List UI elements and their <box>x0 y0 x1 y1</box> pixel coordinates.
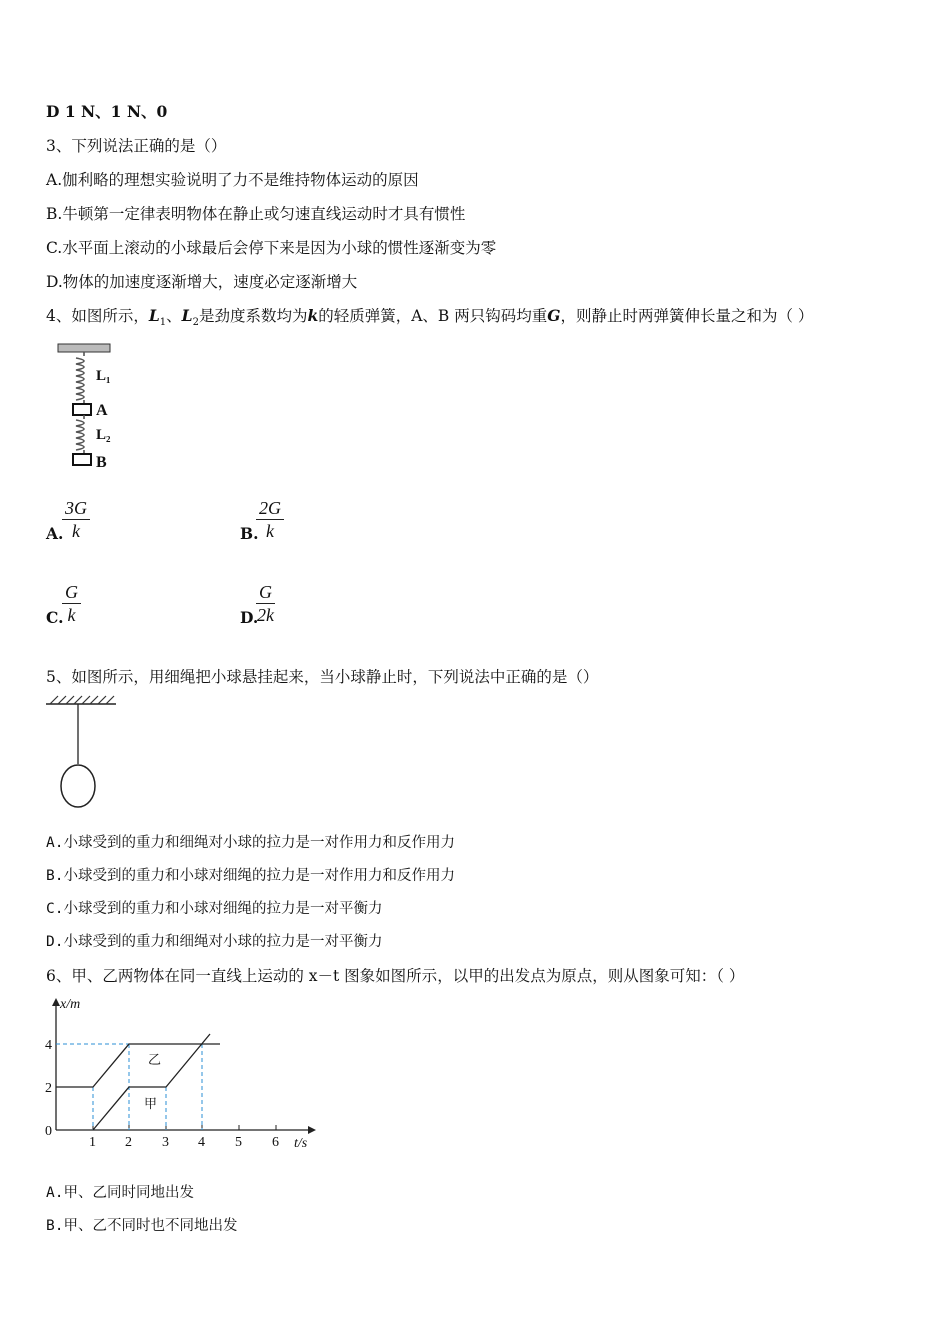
series-label-yi: 乙 <box>148 1053 162 1068</box>
question-3-option-d: D.物体的加速度逐渐增大，速度必定逐渐增大 <box>46 273 358 291</box>
q4-option-b-den: k <box>266 521 274 541</box>
x-tick-1: 1 <box>89 1135 96 1150</box>
q4-text-c: 的轻质弹簧，A、B 两只钩码均重 <box>318 307 548 325</box>
q4-text-d: ，则静止时两弹簧伸长量之和为（ ） <box>560 307 814 325</box>
q4-option-a-fraction <box>62 497 90 542</box>
q4-option-b-fraction <box>256 497 284 542</box>
question-5-option-c: C.小球受到的重力和小球对细绳的拉力是一对平衡力 <box>46 901 383 917</box>
q4-option-a-label: A. <box>46 524 64 543</box>
q4-option-d-label: D. <box>240 608 259 627</box>
spring-figure <box>56 342 126 472</box>
y-tick-4: 4 <box>45 1038 52 1053</box>
prev-option-d: D 1 N、1 N、0 <box>46 102 168 121</box>
q4-text-b: 是劲度系数均为 <box>198 307 308 325</box>
q4-option-c-num: G <box>62 581 81 604</box>
q4-text-a: 4、如图所示， <box>46 307 149 325</box>
question-6-option-a: A.甲、乙同时同地出发 <box>46 1185 194 1201</box>
question-3-stem: 3、下列说法正确的是（） <box>46 137 227 155</box>
x-tick-5: 5 <box>235 1135 242 1150</box>
q4-sep: 、 <box>166 307 182 325</box>
q4-option-d-fraction <box>256 581 275 626</box>
q4-option-a-den: k <box>72 521 80 541</box>
y-tick-2: 2 <box>45 1081 52 1096</box>
pendulum-figure <box>44 696 124 812</box>
q4-option-b-num: 2G <box>256 497 284 520</box>
q4-l1-sub: 1 <box>159 317 167 329</box>
q4-option-a-num: 3G <box>62 497 90 520</box>
question-5-option-a: A.小球受到的重力和细绳对小球的拉力是一对作用力和反作用力 <box>46 835 455 851</box>
q4-k: k <box>307 306 319 325</box>
q4-g: G <box>547 306 561 325</box>
question-3-option-c: C.水平面上滚动的小球最后会停下来是因为小球的惯性逐渐变为零 <box>46 239 497 257</box>
question-3-option-a: A.伽利略的理想实验说明了力不是维持物体运动的原因 <box>46 171 419 189</box>
question-5-stem: 5、如图所示，用细绳把小球悬挂起来，当小球静止时，下列说法中正确的是（） <box>46 668 599 686</box>
x-tick-4: 4 <box>198 1135 205 1150</box>
q4-option-d-num: G <box>256 581 275 604</box>
question-3-option-b: B.牛顿第一定律表明物体在静止或匀速直线运动时才具有惯性 <box>46 205 466 223</box>
x-axis-label: t/s <box>294 1136 308 1151</box>
question-5-option-d: D.小球受到的重力和细绳对小球的拉力是一对平衡力 <box>46 934 383 950</box>
q4-option-c-fraction <box>62 581 81 626</box>
question-4-stem <box>46 306 813 333</box>
q4-l2-sub: 2 <box>192 317 199 329</box>
q4-option-c-label: C. <box>46 608 64 627</box>
spring-label-l2: L₂ <box>96 427 111 443</box>
q4-l1: L <box>148 306 160 325</box>
q4-option-c-den: k <box>67 605 76 625</box>
y-tick-0: 0 <box>45 1124 52 1139</box>
question-6-stem: 6、甲、乙两物体在同一直线上运动的 x－t 图象如图所示，以甲的出发点为原点，则从图象可知：（ ） <box>46 967 745 985</box>
spring-label-b: B <box>96 454 107 471</box>
q4-option-d-den: 2k <box>257 605 274 625</box>
x-tick-3: 3 <box>162 1135 169 1150</box>
q4-option-b-label: B. <box>240 524 259 543</box>
spring-label-l1: L₁ <box>96 368 111 384</box>
x-tick-2: 2 <box>125 1135 132 1150</box>
x-tick-6: 6 <box>272 1135 279 1150</box>
series-label-jia: 甲 <box>144 1097 158 1112</box>
q4-l2: L <box>181 306 193 325</box>
spring-label-a: A <box>96 402 108 419</box>
question-5-option-b: B.小球受到的重力和小球对细绳的拉力是一对作用力和反作用力 <box>46 868 455 884</box>
xt-graph <box>40 994 330 1154</box>
question-6-option-b: B.甲、乙不同时也不同地出发 <box>46 1218 238 1234</box>
y-axis-label: x/m <box>60 997 81 1012</box>
